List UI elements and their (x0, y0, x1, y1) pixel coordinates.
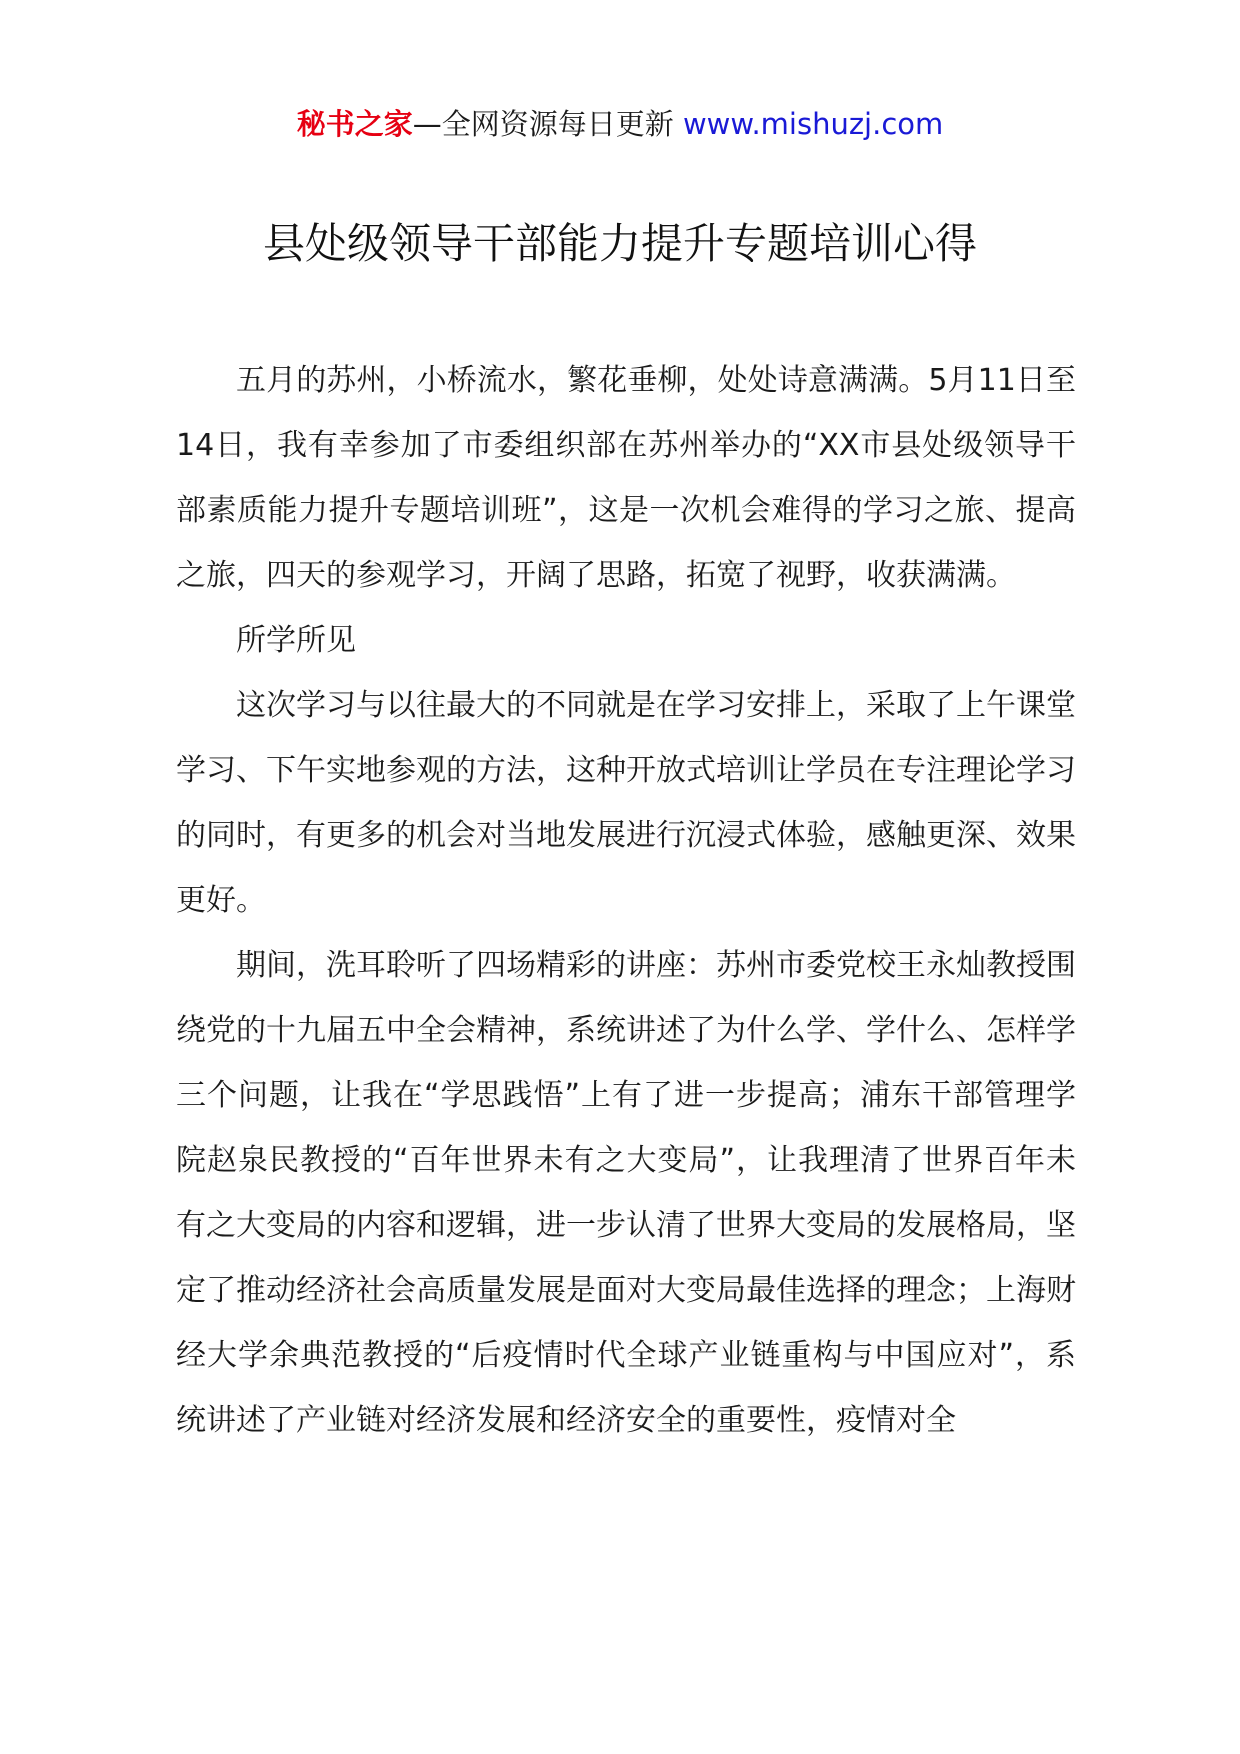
paragraph-intro: 五月的苏州，小桥流水，繁花垂柳，处处诗意满满。5月11日至14日，我有幸参加了市委组织部在苏州举办的“XX市县处级领导干部素质能力提升专题培训班”，这是一次机会难得的学习之旅、提高之旅，四天的参观学习，开阔了思路，拓宽了视野，收获满满。 (176, 363, 1076, 593)
site-url-link[interactable]: www.mishuzj.com (682, 107, 944, 141)
paragraph-lectures: 期间，洗耳聆听了四场精彩的讲座：苏州市委党校王永灿教授围绕党的十九届五中全会精神，系统讲述了为什么学、学什么、怎样学三个问题，让我在“学思践悟”上有了进一步提高；浦东干部管理学院赵泉民教授的“百年世界未有之大变局”，让我理清了世界百年未有之大变局的内容和逻辑，进一步认清了世界大变局的发展格局，坚定了推动经济社会高质量发展是面对大变局最佳选择的理念；上海财经大学余典范教授的“后疫情时代全球产业链重构与中国应对”，系统讲述了产业链对经济发展和经济安全的重要性，疫情对全 (176, 948, 1076, 1438)
section-heading: 所学所见 (236, 623, 356, 658)
site-brand: 秘书之家 (296, 107, 413, 141)
paragraph-arrangement: 这次学习与以往最大的不同就是在学习安排上，采取了上午课堂学习、下午实地参观的方法，这种开放式培训让学员在专注理论学习的同时，有更多的机会对当地发展进行沉浸式体验，感触更深、效果更好。 (176, 688, 1076, 918)
document-title: 县处级领导干部能力提升专题培训心得 (262, 219, 977, 268)
site-tagline: —全网资源每日更新 (412, 107, 674, 141)
document-body (176, 348, 1076, 1453)
site-header (0, 104, 1240, 144)
